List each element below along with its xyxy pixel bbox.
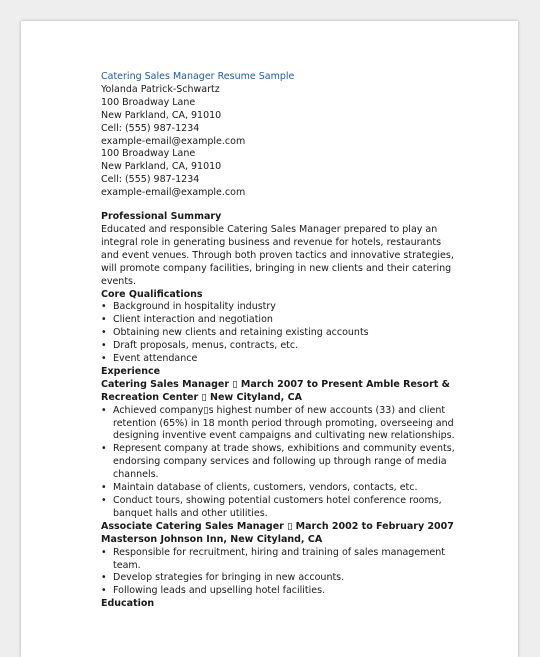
resume-title: Catering Sales Manager Resume Sample xyxy=(101,71,295,82)
list-item: • Obtaining new clients and retaining existing accounts xyxy=(101,327,461,340)
contact-block xyxy=(101,84,461,200)
qualifications-list xyxy=(101,301,461,366)
job-duties-list xyxy=(101,405,461,521)
contact-line: 100 Broadway Lane xyxy=(101,148,196,160)
contact-line: example-email@example.com xyxy=(101,187,246,199)
list-item: • Following leads and upselling hotel facilities. xyxy=(101,585,461,598)
contact-line: example-email@example.com xyxy=(101,135,246,147)
job-title: Catering Sales Manager ▯ March 2007 to Present Amble Resort & Recreation Center ▯ New Cityland, CA xyxy=(101,378,450,403)
list-item: • Draft proposals, menus, contracts, etc. xyxy=(101,340,461,353)
summary-heading: Professional Summary xyxy=(101,211,222,223)
resume-content xyxy=(101,71,461,611)
contact-line: Cell: (555) 987-1234 xyxy=(101,174,200,186)
list-item: • Client interaction and negotiation xyxy=(101,314,461,327)
job-title: Associate Catering Sales Manager ▯ March 2002 to February 2007 Masterson Johnson Inn, New Cityland, CA xyxy=(101,520,454,545)
contact-line: New Parkland, CA, 91010 xyxy=(101,161,222,173)
contact-line: 100 Broadway Lane xyxy=(101,96,196,108)
list-item: • Conduct tours, showing potential customers hotel conference rooms, banquet halls and other utilities. xyxy=(101,495,461,521)
job-duties-list xyxy=(101,547,461,599)
contact-line: New Parkland, CA, 91010 xyxy=(101,109,222,121)
contact-line: Yolanda Patrick-Schwartz xyxy=(101,83,220,95)
experience-heading: Experience xyxy=(101,365,161,377)
education-heading: Education xyxy=(101,598,155,610)
list-item: • Achieved company▯s highest number of new accounts (33) and client retention (65%) in 18 month period through promoting, overseeing and designing inventive event campaigns and cultivating new relationships. xyxy=(101,405,461,444)
qualifications-heading: Core Qualifications xyxy=(101,288,203,300)
list-item: • Develop strategies for bringing in new accounts. xyxy=(101,572,461,585)
list-item: • Event attendance xyxy=(101,353,461,366)
contact-line: Cell: (555) 987-1234 xyxy=(101,122,200,134)
list-item: • Responsible for recruitment, hiring and training of sales management team. xyxy=(101,547,461,573)
document-page xyxy=(21,21,518,657)
list-item: • Background in hospitality industry xyxy=(101,301,461,314)
list-item: • Maintain database of clients, customers, vendors, contacts, etc. xyxy=(101,482,461,495)
summary-text: Educated and responsible Catering Sales Manager prepared to play an integral role in generating business and revenue for hotels, restaurants and event venues. Through both proven tactics and innovative strategies, will promote company facilities, bringing in new clients and their catering events. xyxy=(101,223,454,287)
list-item: • Represent company at trade shows, exhibitions and community events, endorsing company services and following up through range of media channels. xyxy=(101,443,461,482)
